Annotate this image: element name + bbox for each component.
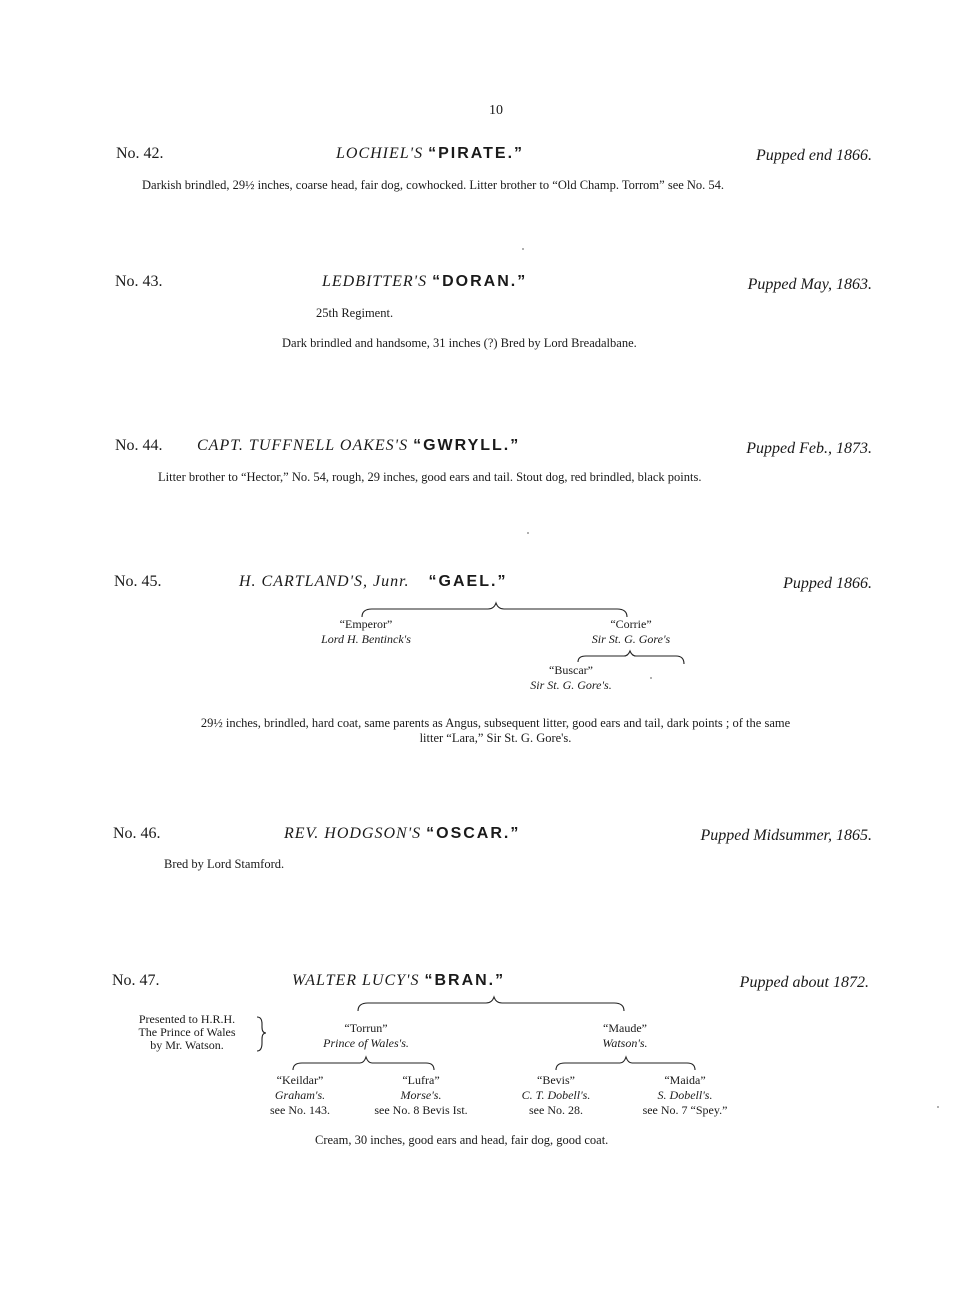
pedigree-sire-dam xyxy=(356,1073,486,1118)
entry-number: No. 43. xyxy=(115,273,163,290)
entry-description xyxy=(128,716,863,746)
entry-description: Dark brindled and handsome, 31 inches (?) Bred by Lord Breadalbane. xyxy=(282,336,637,350)
sire-sire-owner: Graham's. xyxy=(274,1088,326,1102)
owner-name: CAPT. TUFFNELL OAKES'S xyxy=(197,437,409,454)
entry-number: No. 42. xyxy=(116,145,164,162)
regiment-note: 25th Regiment. xyxy=(316,306,394,320)
presented-line: The Prince of Wales xyxy=(138,1025,236,1039)
dam-owner: Sir St. G. Gore's xyxy=(591,632,671,646)
entry-description: Cream, 30 inches, good ears and head, fair dog, good coat. xyxy=(315,1133,609,1147)
sire-owner: Prince of Wales's. xyxy=(323,1036,409,1050)
presented-line: by Mr. Watson. xyxy=(150,1038,224,1052)
dam-sire-owner: C. T. Dobell's. xyxy=(521,1088,591,1102)
sire-name: “Torrun” xyxy=(344,1021,388,1035)
pedigree-sire-sire xyxy=(250,1073,350,1118)
dog-name: “BRAN.” xyxy=(424,972,506,989)
description-line: litter “Lara,” Sir St. G. Gore's. xyxy=(419,731,572,745)
dam-dam-ref: see No. 7 “Spey.” xyxy=(642,1103,728,1117)
entry-number: No. 46. xyxy=(113,825,161,842)
entry-title xyxy=(284,825,520,843)
sire-name: “Emperor” xyxy=(339,617,393,631)
presented-line: Presented to H.R.H. xyxy=(138,1012,236,1026)
dam-name: “Maude” xyxy=(603,1021,647,1035)
dam-dam-name: “Maida” xyxy=(664,1073,706,1087)
dog-name: “OSCAR.” xyxy=(426,825,521,842)
sire-dam-name: “Lufra” xyxy=(402,1073,440,1087)
pedigree-dam-sire xyxy=(514,663,628,693)
pedigree-dam xyxy=(570,617,692,647)
dam-sire-name: “Buscar” xyxy=(549,663,593,677)
dog-name: “DORAN.” xyxy=(432,273,528,290)
dam-owner: Watson's. xyxy=(602,1036,648,1050)
dog-name: “GAEL.” xyxy=(428,573,508,590)
pupped-date: Pupped Midsummer, 1865. xyxy=(700,827,872,844)
pupped-date: Pupped 1866. xyxy=(783,575,872,592)
dam-sire-name: “Bevis” xyxy=(537,1073,575,1087)
scan-speck xyxy=(527,532,529,534)
sire-dam-ref: see No. 8 Bevis Ist. xyxy=(374,1103,468,1117)
dam-dam-owner: S. Dobell's. xyxy=(657,1088,713,1102)
pupped-date: Pupped May, 1863. xyxy=(747,276,872,293)
dam-sire-ref: see No. 28. xyxy=(529,1103,583,1117)
dam-sire-owner: Sir St. G. Gore's. xyxy=(530,678,612,692)
pedigree-dam-sire xyxy=(500,1073,612,1118)
pedigree-dam xyxy=(575,1021,675,1051)
entry-number: No. 45. xyxy=(114,573,162,590)
entry-description: Bred by Lord Stamford. xyxy=(164,857,285,871)
entry-title xyxy=(292,972,505,990)
sire-owner: Lord H. Bentinck's xyxy=(321,632,411,646)
page-number: 10 xyxy=(489,103,503,118)
entry-description: Litter brother to “Hector,” No. 54, rough, 29 inches, good ears and tail. Stout dog, red brindled, black points. xyxy=(158,470,702,484)
owner-name: WALTER LUCY'S xyxy=(292,972,420,989)
pedigree-dam-dam xyxy=(622,1073,748,1118)
pupped-date: Pupped about 1872. xyxy=(739,974,869,991)
owner-name: REV. HODGSON'S xyxy=(284,825,422,842)
pedigree-sire xyxy=(307,617,425,647)
scan-speck xyxy=(650,677,652,679)
sire-sire-ref: see No. 143. xyxy=(270,1103,330,1117)
dog-name: “PIRATE.” xyxy=(428,145,525,162)
pupped-date: Pupped end 1866. xyxy=(756,147,872,164)
owner-name: LEDBITTER'S xyxy=(322,273,428,290)
presented-note xyxy=(118,1013,256,1052)
sire-dam-owner: Morse's. xyxy=(400,1088,442,1102)
entry-description: Darkish brindled, 29½ inches, coarse head, fair dog, cowhocked. Litter brother to “Old Champ. Torrom” see No. 54. xyxy=(142,178,725,192)
dam-name: “Corrie” xyxy=(610,617,652,631)
owner-name: H. CARTLAND'S, Junr. xyxy=(239,573,410,590)
description-line: 29½ inches, brindled, hard coat, same parents as Angus, subsequent litter, good ears and tail, dark points ; of the same xyxy=(200,716,791,730)
pupped-date: Pupped Feb., 1873. xyxy=(746,440,872,457)
scan-speck xyxy=(937,1106,939,1108)
scan-speck xyxy=(522,248,524,250)
pedigree-sire xyxy=(306,1021,426,1051)
owner-name: LOCHIEL'S xyxy=(336,145,424,162)
entry-number: No. 44. xyxy=(115,437,163,454)
sire-sire-name: “Keildar” xyxy=(276,1073,324,1087)
entry-number: No. 47. xyxy=(112,972,160,989)
dog-name: “GWRYLL.” xyxy=(413,437,521,454)
